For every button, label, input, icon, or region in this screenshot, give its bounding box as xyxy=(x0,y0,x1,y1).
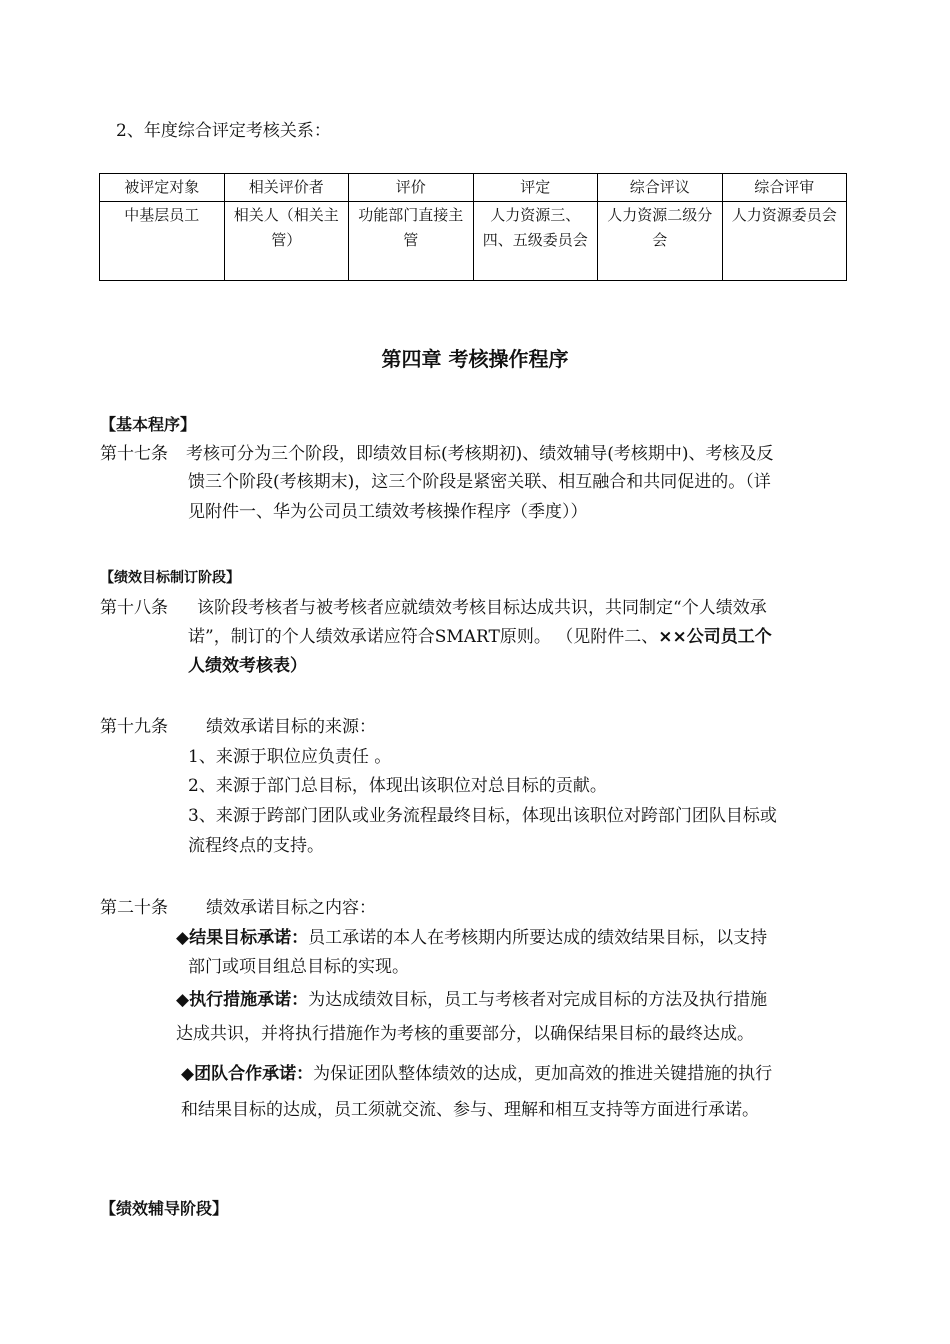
list-item: 3、来源于跨部门团队或业务流程最终目标，体现出该职位对跨部门团队目标或 xyxy=(188,806,777,826)
table-cell: 人力资源二级分会 xyxy=(598,202,723,281)
list-item: 1、来源于职位应负责任 。 xyxy=(188,747,392,767)
action-commitment-text: 为达成绩效目标，员工与考核者对完成目标的方法及执行措施 xyxy=(308,990,768,1010)
team-commitment-line: 和结果目标的达成，员工须就交流、参与、理解和相互支持等方面进行承诺。 xyxy=(181,1100,759,1120)
article-18-text: 诺”，制订的个人绩效承诺应符合SMART原则。 （见附件二、 xyxy=(188,627,659,647)
action-commitment-line xyxy=(176,987,767,1013)
table-header-cell: 被评定对象 xyxy=(100,174,225,202)
article-18-bold-text: ××公司员工个 xyxy=(658,627,772,647)
section-coach-heading: 【绩效辅导阶段】 xyxy=(100,1199,229,1218)
team-commitment-label: ◆团队合作承诺： xyxy=(181,1064,314,1084)
action-commitment-label: ◆执行措施承诺： xyxy=(176,990,309,1010)
article-17-line: 馈三个阶段(考核期末)，这三个阶段是紧密关联、相互融合和共同促进的。（详 xyxy=(188,472,771,492)
table-header-cell: 综合评审 xyxy=(722,174,847,202)
article-18-line xyxy=(188,624,772,650)
table-cell: 相关人（相关主管） xyxy=(224,202,349,281)
result-commitment-label: ◆结果目标承诺： xyxy=(176,928,309,948)
article-18-line: 该阶段考核者与被考核者应就绩效考核目标达成共识，共同制定“个人绩效承 xyxy=(197,598,767,618)
action-commitment-line: 达成共识，并将执行措施作为考核的重要部分，以确保结果目标的最终达成。 xyxy=(176,1024,754,1044)
article-20-intro: 绩效承诺目标之内容： xyxy=(206,898,376,918)
table-cell: 功能部门直接主管 xyxy=(349,202,474,281)
assessment-relation-table xyxy=(99,173,847,281)
table-cell: 人力资源委员会 xyxy=(722,202,847,281)
article-17-line: 见附件一、华为公司员工绩效考核操作程序（季度）） xyxy=(188,502,588,522)
team-commitment-line xyxy=(181,1061,772,1087)
result-commitment-line: 部门或项目组总目标的实现。 xyxy=(188,957,409,977)
table-header-row xyxy=(100,174,847,202)
table-header-cell: 相关评价者 xyxy=(224,174,349,202)
article-19-label: 第十九条 xyxy=(100,717,168,737)
result-commitment-line xyxy=(176,925,767,951)
team-commitment-text: 为保证团队整体绩效的达成，更加高效的推进关键措施的执行 xyxy=(313,1064,773,1084)
result-commitment-text: 员工承诺的本人在考核期内所要达成的绩效结果目标，以支持 xyxy=(308,928,768,948)
table-header-cell: 评价 xyxy=(349,174,474,202)
table-row xyxy=(100,202,847,281)
section-basic-heading: 【基本程序】 xyxy=(100,415,197,434)
table-cell: 中基层员工 xyxy=(100,202,225,281)
list-item: 2、来源于部门总目标，体现出该职位对总目标的贡献。 xyxy=(188,776,607,796)
table-header-cell: 综合评议 xyxy=(598,174,723,202)
chapter-title: 第四章 考核操作程序 xyxy=(381,347,569,371)
article-19-intro: 绩效承诺目标的来源： xyxy=(206,717,376,737)
table-cell: 人力资源三、四、五级委员会 xyxy=(473,202,598,281)
table-header-cell: 评定 xyxy=(473,174,598,202)
article-18-bold-line: 人绩效考核表） xyxy=(188,656,307,676)
article-17-label: 第十七条 xyxy=(100,444,168,464)
relation-heading: 2、年度综合评定考核关系： xyxy=(116,121,331,141)
article-17-line: 考核可分为三个阶段，即绩效目标(考核期初)、绩效辅导(考核期中)、考核及反 xyxy=(186,444,774,464)
article-20-label: 第二十条 xyxy=(100,898,168,918)
section-goal-heading: 【绩效目标制订阶段】 xyxy=(100,570,240,586)
article-18-label: 第十八条 xyxy=(100,598,168,618)
list-item: 流程终点的支持。 xyxy=(188,836,324,856)
